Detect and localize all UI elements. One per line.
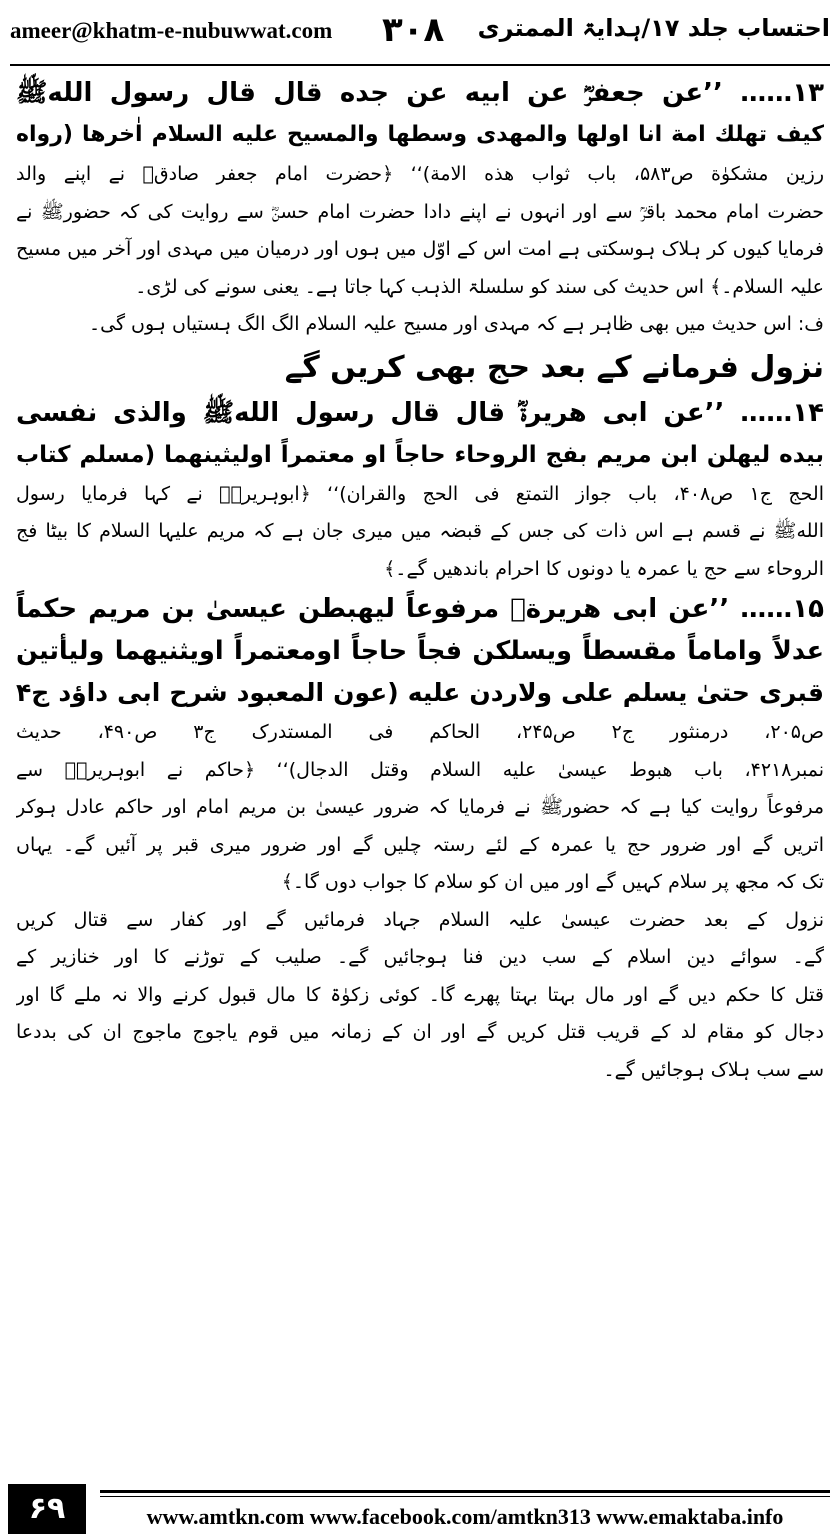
- text-line: فرمایا کیوں کر ہلاک ہوسکتی ہے امت اس کے اوّل میں ہوں اور درمیان میں مہدی اور آخر میں مسیح: [16, 238, 824, 260]
- text-line: دجال کو مقام لد کے قریب قتل کریں گے اور ان کے زمانہ میں قوم یاجوج ماجوج ان کی بددعا: [16, 1021, 824, 1043]
- text-line: نزول کے بعد حضرت عیسیٰ علیہ السلام جہاد فرمائیں گے اور کفار سے قتال کریں: [16, 908, 824, 931]
- text-line: مرفوعاً روایت کیا ہے کہ حضورﷺ نے فرمایا کہ ضرور عیسیٰ بن مریم امام اور حاکم عادل ہوکر: [16, 796, 824, 818]
- header-rule: [10, 64, 830, 66]
- text-line: قتل کا حکم دیں گے اور مال بہتا بہتا پھرے گا۔ کوئی زکوٰۃ کا مال قبول کرنے والا نہ ملے گا اور: [16, 983, 824, 1006]
- text-line: کیف تهلك امة انا اولها والمهدی وسطها والمسیح علیه السلام اٰخرها (رواه: [16, 122, 824, 147]
- page-header: [10, 12, 830, 58]
- text-line: اللهﷺ نے قسم ہے اس ذات کی جس کے قبضہ میں میری جان ہے کہ مریم علیہا السلام کا بیٹا فج: [16, 520, 824, 542]
- text-line: رزین مشکوٰة ص۵۸۳، باب ثواب هذه الامة)‘‘ ﴿حضرت امام جعفر صادقؒ نے اپنے والد: [16, 163, 824, 185]
- footer-page-box: ۶۹: [8, 1484, 86, 1534]
- text-line: علیہ السلام۔﴾ اس حدیث کی سند کو سلسلۃ الذہب کہا جاتا ہے۔ یعنی سونے کی لڑی۔: [135, 275, 824, 298]
- footer-rule-thick: [100, 1490, 830, 1493]
- text-line: ۱۵…… ’’عن ابی هریرةؓ مرفوعاً لیهبطن عیسیٰ بن مریم حکماً: [16, 594, 824, 624]
- text-line: ۱۳…… ’’عن جعفرؓ عن ابیه عن جده قال قال رسول اللهﷺ: [16, 78, 824, 108]
- header-page-number: ۳۰۸: [382, 10, 445, 50]
- text-line: تک کہ مجھ پر سلام کہیں گے اور میں ان کو سلام کا جواب دوں گا۔﴾: [281, 871, 824, 893]
- section-heading: نزول فرمانے کے بعد حج بھی کریں گے: [284, 349, 824, 385]
- footer-rule-thin: [100, 1496, 830, 1497]
- footer-urls: www.amtkn.com www.facebook.com/amtkn313 www.emaktaba.info: [146, 1504, 784, 1529]
- page-body: [16, 72, 824, 1464]
- text-line: ص۲۰۵، درمنثور ج۲ ص۲۴۵، الحاکم فی المستدرک ج۳ ص۴۹۰، حدیث: [16, 721, 824, 743]
- text-line: نمبر۴۲۱۸، باب هبوط عیسیٰ علیه السلام وقتل الدجال)‘‘ ﴿حاکم نے ابوہریرہؓ سے: [16, 758, 824, 781]
- text-line: ۱۴…… ’’عن ابی هریرةؓ قال قال رسول اللهﷺ والذی نفسی: [16, 397, 824, 428]
- header-title: احتساب جلد ۱۷/ہدایۃ الممتری: [477, 14, 830, 42]
- text-line: اتریں گے اور ضرور حج یا عمرہ کے لئے رستہ چلیں گے اور ضرور میری قبر پر آئیں گے۔ یہاں: [16, 833, 824, 856]
- text-line: ف: اس حدیث میں بھی ظاہر ہے کہ مہدی اور مسیح علیہ السلام الگ الگ ہستیاں ہوں گی۔: [88, 313, 824, 335]
- text-line: الحج ج۱ ص۴۰۸، باب جواز التمتع فی الحج والقران)‘‘ ﴿ابوہریرہؓ نے کہا فرمایا رسول: [16, 482, 824, 505]
- text-line: عدلاً واماماً مقسطاً ویسلکن فجاً حاجاً اومعتمراً اویثنیهما ولیأتین: [16, 636, 824, 666]
- text-line: قبری حتیٰ یسلم علی ولاردن علیه (عون المعبود شرح ابی داؤد ج۴: [16, 678, 824, 707]
- header-email: ameer@khatm-e-nubuwwat.com: [10, 18, 333, 43]
- text-line: بیده لیهلن ابن مریم بفج الروحاء حاجاً او معتمراً اولیثینهما (مسلم کتاب: [16, 441, 824, 468]
- text-line: سے سب ہلاک ہوجائیں گے۔: [603, 1058, 824, 1081]
- text-line: گے۔ سوائے دین اسلام کے سب دین فنا ہوجائیں گے۔ صلیب کے توڑنے کا اور خنازیر کے: [16, 946, 824, 968]
- text-line: الروحاء سے حج یا عمرہ یا دونوں کا احرام باندھیں گے۔﴾: [384, 557, 824, 580]
- text-line: حضرت امام محمد باقرؒ سے اور انہوں نے اپنے دادا حضرت امام حسنؓ سے روایت کی کہ حضورﷺ نے: [16, 200, 824, 223]
